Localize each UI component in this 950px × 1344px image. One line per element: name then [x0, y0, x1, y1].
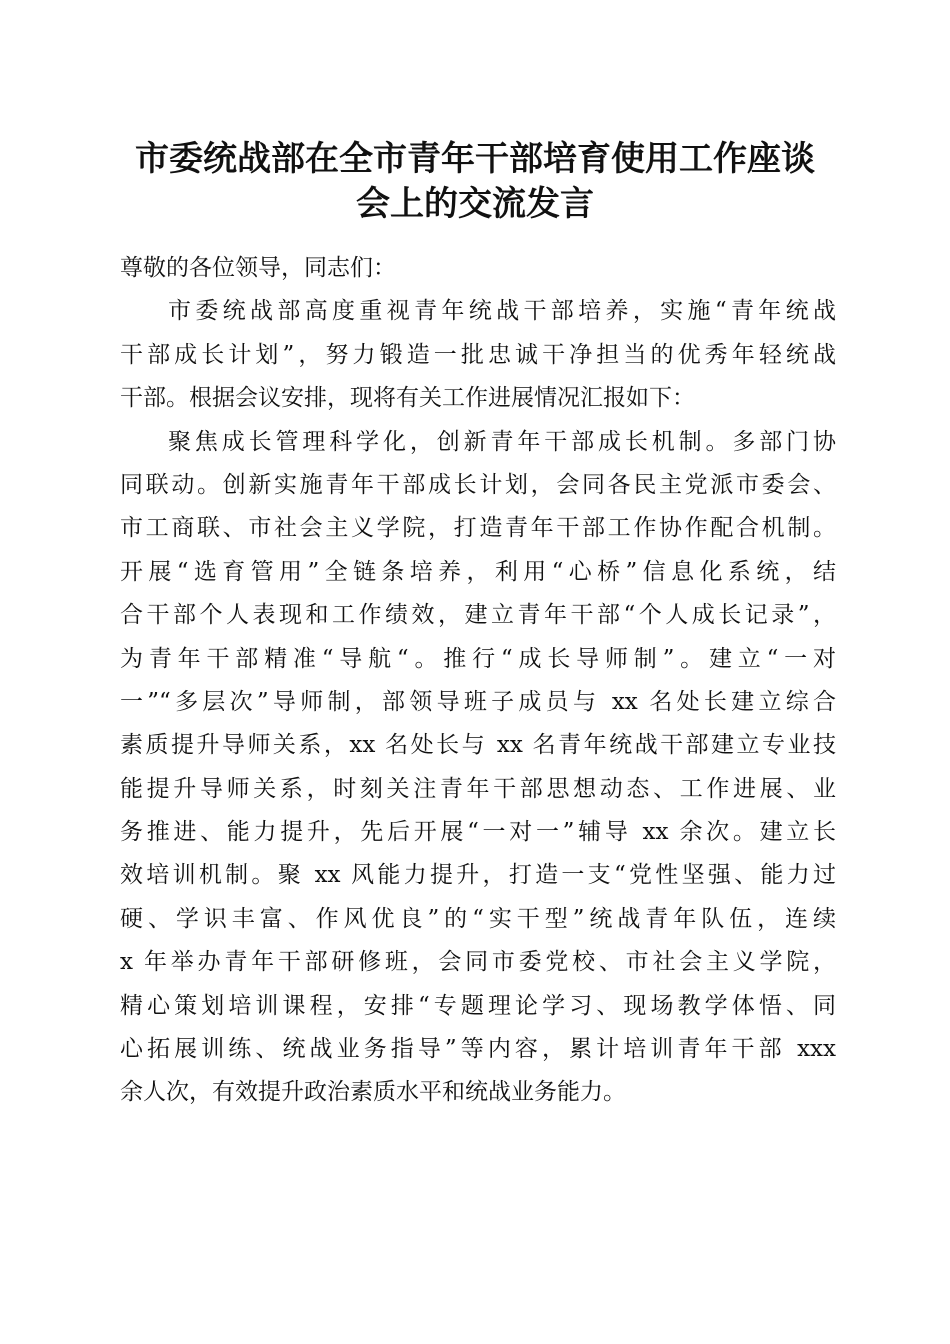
paragraph: [120, 290, 836, 420]
title-line: 会上的交流发言: [356, 184, 594, 224]
paragraph-line: 务推进、能力提升，先后开展“一对一”辅导 xx 余次。建立长: [120, 819, 836, 846]
document-title: [0, 137, 950, 227]
paragraph-line: 效培训机制。聚 xx 风能力提升，打造一支“党性坚强、能力过: [120, 862, 836, 889]
paragraph-line: 开展“选育管用”全链条培养，利用“心桥”信息化系统，结: [120, 558, 836, 585]
paragraph-line: 市工商联、市社会主义学院，打造青年干部工作协作配合机制。: [120, 515, 836, 542]
paragraph-line: x 年举办青年干部研修班，会同市委党校、市社会主义学院，: [120, 949, 836, 976]
paragraph-line: 素质提升导师关系，xx 名处长与 xx 名青年统战干部建立专业技: [120, 732, 836, 759]
paragraph-line: 能提升导师关系，时刻关注青年干部思想动态、工作进展、业: [120, 775, 836, 802]
paragraph-line: 干部成长计划”，努力锻造一批忠诚干净担当的优秀年轻统战: [120, 341, 836, 368]
paragraph-line: 硬、学识丰富、作风优良”的“实干型”统战青年队伍，连续: [120, 905, 836, 932]
paragraph-line: 一”“多层次”导师制，部领导班子成员与 xx 名处长建立综合: [120, 688, 836, 715]
paragraph-line: 市委统战部高度重视青年统战干部培养，实施“青年统战: [168, 298, 836, 325]
paragraph-line: 同联动。创新实施青年干部成长计划，会同各民主党派市委会、: [120, 471, 836, 498]
paragraph-line: 心拓展训练、统战业务指导”等内容，累计培训青年干部 xxx: [120, 1036, 836, 1063]
paragraph-line: 余人次，有效提升政治素质水平和统战业务能力。: [120, 1079, 626, 1106]
paragraph-line: 合干部个人表现和工作绩效，建立青年干部“个人成长记录”，: [120, 602, 836, 629]
document-body: [120, 247, 836, 1115]
greeting: 尊敬的各位领导，同志们：: [120, 255, 396, 281]
paragraph-line: 为青年干部精准“导航“。推行“成长导师制”。建立“一对: [120, 645, 836, 672]
paragraphs: [120, 290, 836, 1114]
paragraph-line: 干部。根据会议安排，现将有关工作进展情况汇报如下：: [120, 385, 695, 412]
paragraph-line: 聚焦成长管理科学化，创新青年干部成长机制。多部门协: [168, 428, 836, 455]
paragraph-line: 精心策划培训课程，安排“专题理论学习、现场教学体悟、同: [120, 992, 836, 1019]
title-line: 市委统战部在全市青年干部培育使用工作座谈: [135, 139, 815, 179]
paragraph: [120, 421, 836, 1115]
